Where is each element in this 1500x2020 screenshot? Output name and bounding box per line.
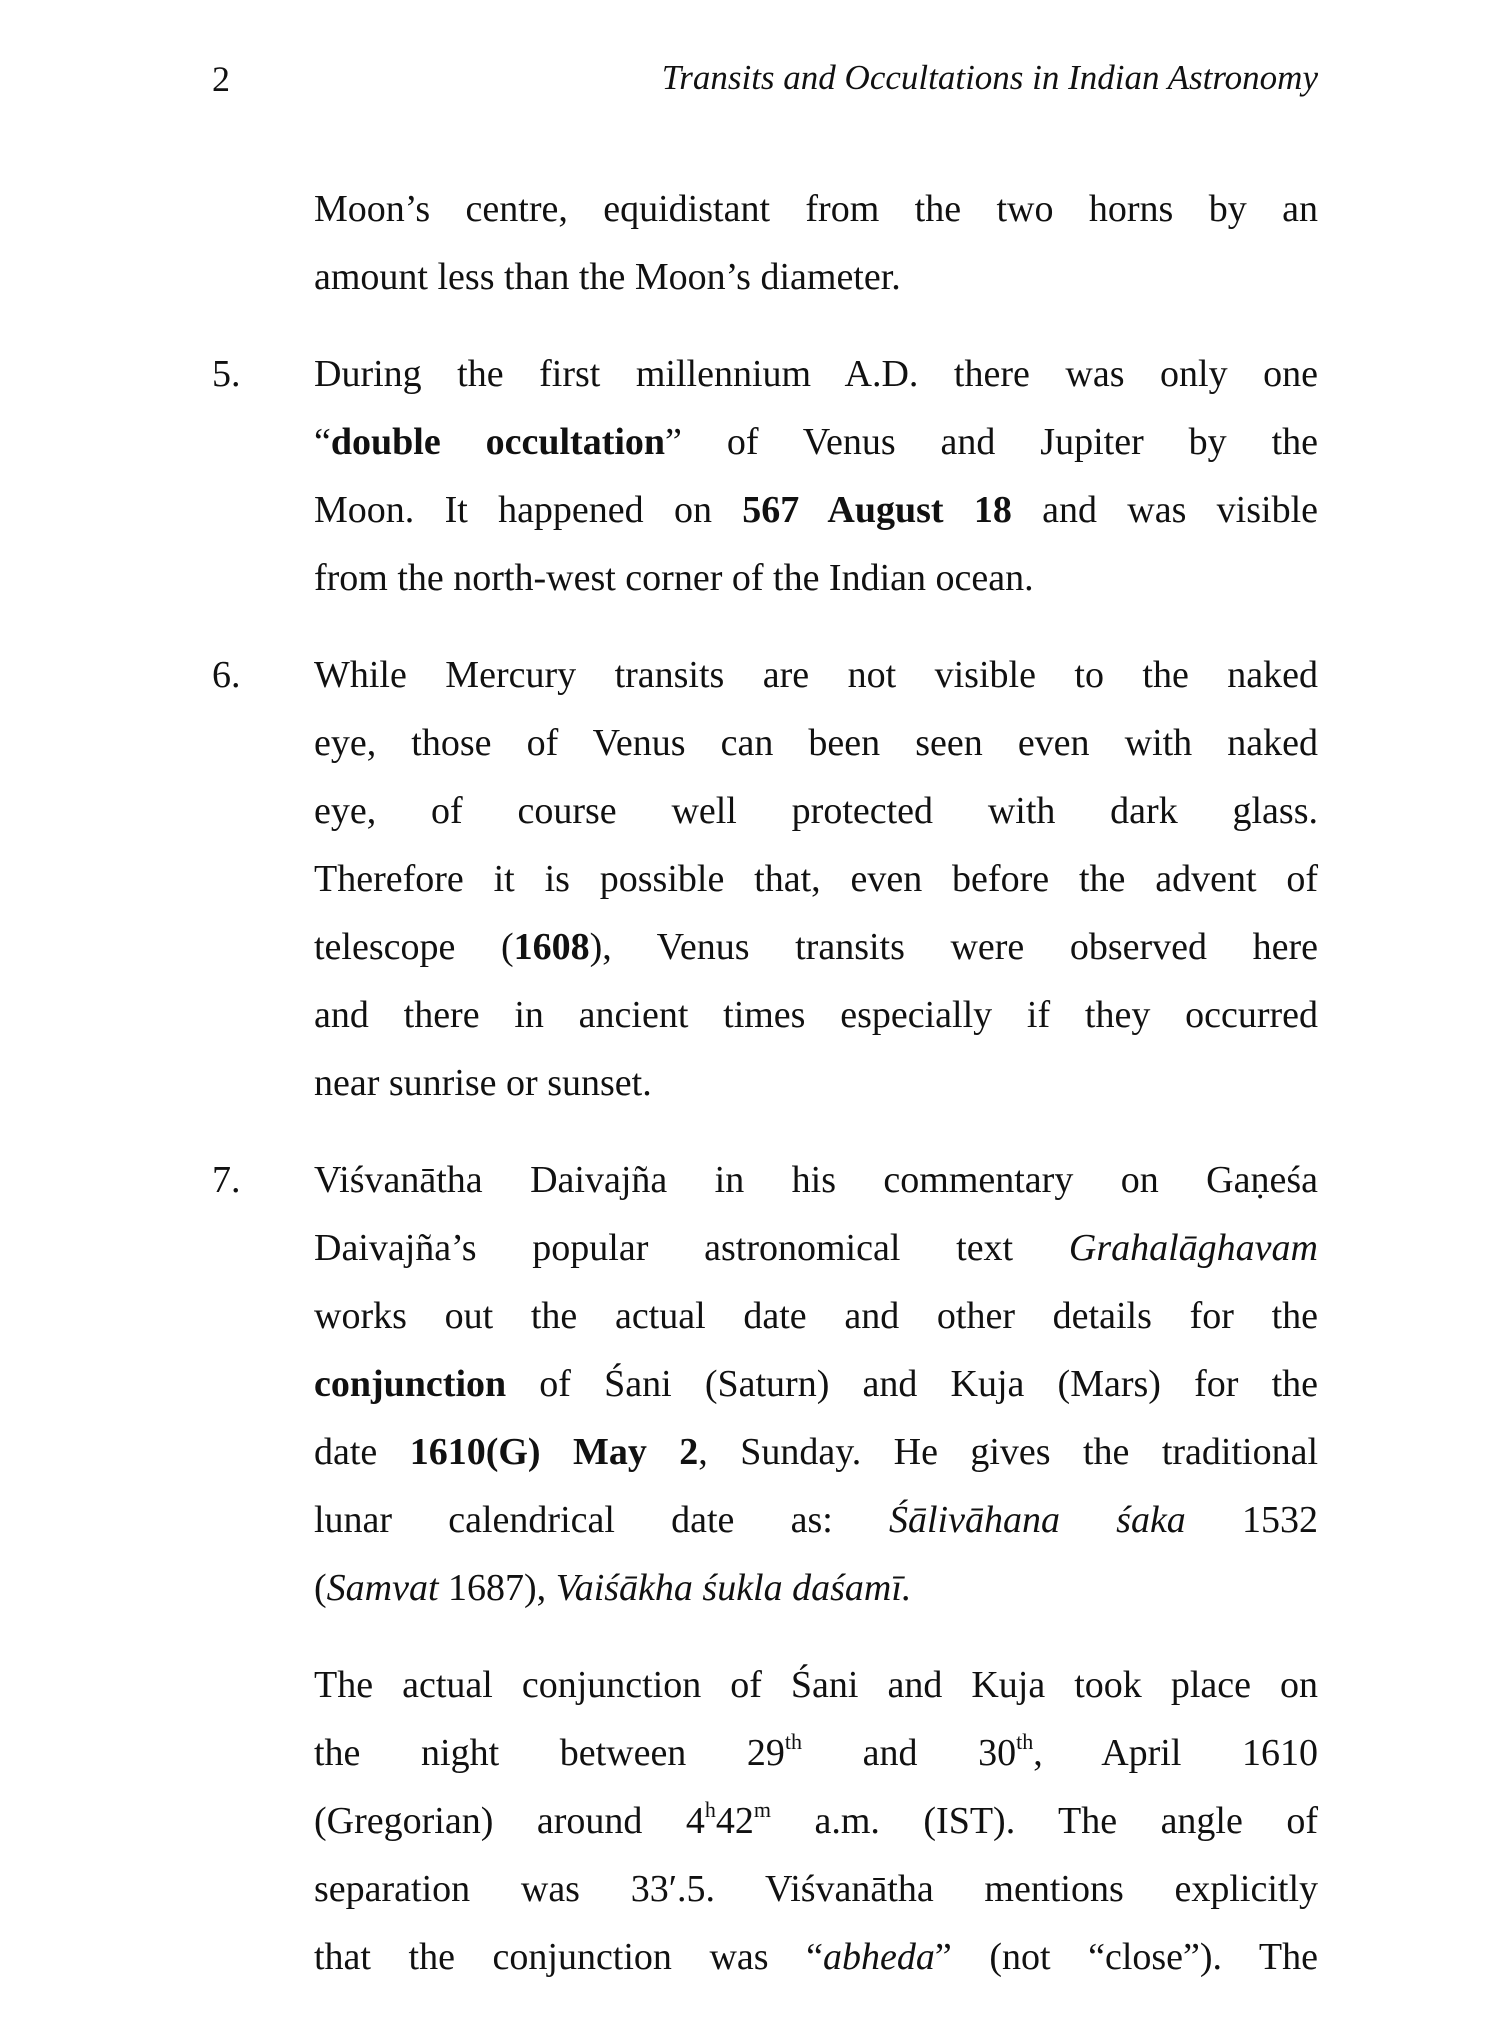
text-run: and there in ancient times especially if they occurred [314,994,1318,1036]
text-line [314,408,1318,476]
text-run: the night between 29 [314,1732,785,1774]
bold-text: conjunction [314,1363,507,1405]
bold-text: double occultation [330,421,666,463]
text-run: Therefore it is possible that, even before the advent of [314,858,1318,900]
text-run: date [314,1431,410,1473]
text-run: “ [314,421,331,463]
text-line [314,1214,1318,1282]
text-run: near sunrise or sunset. [314,1062,652,1104]
text-run: and 30 [802,1732,1017,1774]
text-run: telescope ( [314,926,514,968]
bold-text: 1608 [513,926,590,968]
text-run: While Mercury transits are not visible to the naked [314,654,1318,696]
list-item [0,1146,1500,1622]
text-line [314,1049,1318,1117]
bold-text: 567 August 18 [742,489,1012,531]
text-run: Daivajña’s popular astronomical text [314,1227,1069,1269]
text-line [314,641,1318,709]
text-run: from the north-west corner of the Indian ocean. [314,557,1034,599]
page-number: 2 [212,59,230,99]
text-line [314,709,1318,777]
text-line [314,340,1318,408]
text-run: 42 [715,1800,754,1842]
text-run: and was visible [1011,489,1318,531]
text-run: ” of Venus and Jupiter by the [665,421,1318,463]
text-run: Moon’s centre, equidistant from the two horns by an [314,188,1318,230]
text-run: (Gregorian) around 4 [314,1800,705,1842]
text-line [314,1855,1318,1923]
text-line [314,1787,1318,1855]
italic-text: Śālivāhana śaka [888,1499,1186,1541]
list-item [0,340,1500,612]
text-line [314,1282,1318,1350]
list-item-number: 5. [212,353,241,395]
superscript: m [753,1797,771,1822]
list-item-number: 6. [212,654,241,696]
text-line [314,243,1318,311]
text-run: eye, those of Venus can been seen even with naked [314,722,1318,764]
text-run: that the conjunction was “ [314,1936,824,1978]
text-run: The actual conjunction of Śani and Kuja took place on [314,1664,1318,1706]
text-line [314,1554,1318,1622]
text-line [314,544,1318,612]
page-body [0,175,1500,2020]
text-run: amount less than the Moon’s diameter. [314,256,901,298]
text-run: Moon. It happened on [314,489,743,531]
text-run: During the first millennium A.D. there was only one [314,353,1318,395]
text-line [314,1923,1318,1991]
text-run: ” (not “close”). The [934,1936,1318,1978]
text-run: of Śani (Saturn) and Kuja (Mars) for the [506,1363,1318,1405]
italic-text: Vaiśākha śukla daśamī. [555,1567,912,1609]
text-run: lunar calendrical date as: [314,1499,889,1541]
text-run: , Sunday. He gives the traditional [698,1431,1319,1473]
text-line [314,845,1318,913]
paragraph [0,175,1500,311]
text-run: Viśvanātha Daivajña in his commentary on Gaṇeśa [314,1159,1318,1201]
text-line [314,1418,1318,1486]
italic-text: Samvat [326,1567,439,1609]
text-line [314,1350,1318,1418]
text-line [314,175,1318,243]
text-run: , April 1610 [1033,1732,1318,1774]
text-line [314,1486,1318,1554]
text-run: eye, of course well protected with dark glass. [314,790,1318,832]
superscript: h [704,1797,716,1822]
text-line [314,1146,1318,1214]
list-item [0,641,1500,1117]
text-run: 1687), [438,1567,556,1609]
italic-text: Grahalāghavam [1068,1227,1318,1269]
text-run: works out the actual date and other details for the [314,1295,1318,1337]
text-line [314,1651,1318,1719]
text-line [314,981,1318,1049]
superscript: th [1016,1729,1034,1754]
paragraph [0,1651,1500,1991]
running-title: Transits and Occultations in Indian Astronomy [661,58,1318,97]
italic-text: abheda [823,1936,935,1978]
text-line [314,1719,1318,1787]
text-run: ( [314,1567,327,1609]
text-run: separation was 33′.5. Viśvanātha mentions explicitly [314,1868,1318,1910]
bold-text: 1610(G) May 2 [409,1431,699,1473]
text-line [314,476,1318,544]
text-run: 1532 [1185,1499,1318,1541]
superscript: th [784,1729,803,1754]
text-run: ), Venus transits were observed here [589,926,1318,968]
text-line [314,777,1318,845]
list-item-number: 7. [212,1159,241,1201]
text-run: a.m. (IST). The angle of [770,1800,1318,1842]
text-line [314,913,1318,981]
